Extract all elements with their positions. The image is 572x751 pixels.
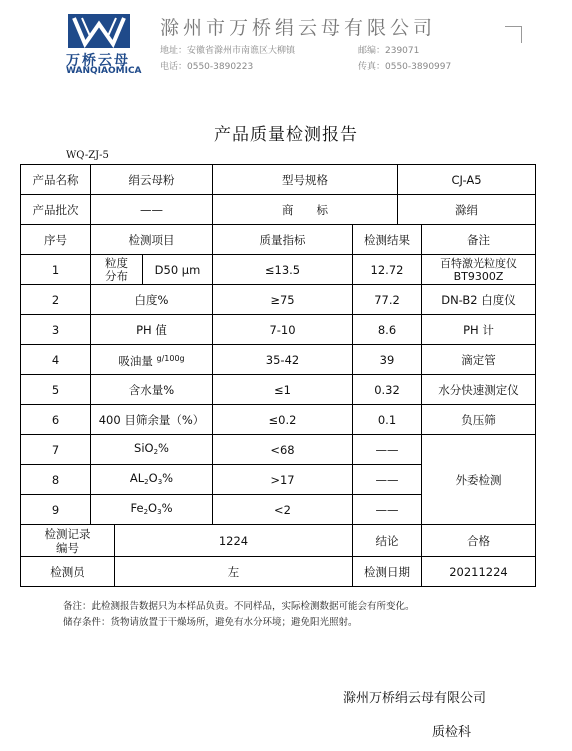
cell-result: —— <box>353 435 422 465</box>
company-fax: 传真：0550-3890997 <box>358 62 452 72</box>
col-header-spec: 质量指标 <box>213 225 353 255</box>
label-conclusion: 结论 <box>353 525 422 557</box>
cell-no: 5 <box>21 375 91 405</box>
cell-result: 39 <box>353 345 422 375</box>
label-batch: 产品批次 <box>21 195 91 225</box>
cell-no: 4 <box>21 345 91 375</box>
table-row <box>21 255 536 285</box>
cell-spec: <68 <box>213 435 353 465</box>
table-row <box>21 315 536 345</box>
formula-part: O <box>148 470 158 485</box>
cell-no: 2 <box>21 285 91 315</box>
cell-no: 7 <box>21 435 91 465</box>
cell-no: 9 <box>21 495 91 525</box>
formula-subscript: 2 <box>153 447 159 456</box>
cell-item-text: 吸油量 <box>118 353 153 368</box>
formula-subscript: 2 <box>144 477 149 486</box>
value-model: CJ-A5 <box>398 165 536 195</box>
cell-spec: <2 <box>213 495 353 525</box>
col-header-item: 检测项目 <box>91 225 213 255</box>
table-row <box>21 165 536 195</box>
cell-item-sub: D50 μm <box>143 255 213 285</box>
formula-subscript: 3 <box>157 507 162 516</box>
cell-remark-merged: 外委检测 <box>422 435 536 525</box>
cell-result: 77.2 <box>353 285 422 315</box>
company-postcode: 邮编：239071 <box>358 46 420 56</box>
cell-item-label-text: 粒度分布 <box>105 255 128 283</box>
cell-no: 8 <box>21 465 91 495</box>
table-row <box>21 435 536 465</box>
cell-item: 含水量% <box>91 375 213 405</box>
signature-dept: 质检科 <box>432 725 472 740</box>
formula-part: Fe <box>130 500 144 515</box>
value-date: 20211224 <box>422 557 536 587</box>
table-row <box>21 375 536 405</box>
cell-result: —— <box>353 495 422 525</box>
cell-spec: 7-10 <box>213 315 353 345</box>
cell-spec: >17 <box>213 465 353 495</box>
formula-subscript: 3 <box>157 477 163 486</box>
cell-item: 400 目筛余量（%） <box>91 405 213 435</box>
corner-mark <box>505 26 522 43</box>
cell-spec: ≥75 <box>213 285 353 315</box>
value-brand: 滁绢 <box>398 195 536 225</box>
cell-item: PH 值 <box>91 315 213 345</box>
cell-item <box>91 435 213 465</box>
cell-item <box>91 465 213 495</box>
cell-result: 0.1 <box>353 405 422 435</box>
col-header-no: 序号 <box>21 225 91 255</box>
cell-item: 白度% <box>91 285 213 315</box>
label-inspector: 检测员 <box>21 557 115 587</box>
cell-result: —— <box>353 465 422 495</box>
cell-spec: ≤1 <box>213 375 353 405</box>
company-address: 地址：安徽省滁州市南谯区大柳镇 <box>160 46 296 56</box>
col-header-result: 检测结果 <box>353 225 422 255</box>
cell-item-label <box>91 255 143 285</box>
table-header-row <box>21 225 536 255</box>
logo-text-en: WANQIAOMICA <box>66 66 142 76</box>
company-phone: 电话：0550-3890223 <box>160 62 254 72</box>
report-title: 产品质量检测报告 <box>214 125 358 145</box>
cell-remark: 百特激光粒度仪 BT9300Z <box>422 255 536 285</box>
logo-text-cn: 万桥云母 <box>66 53 130 69</box>
label-name: 产品名称 <box>21 165 91 195</box>
label-record-text: 检测记录编号 <box>44 526 91 555</box>
note-remark: 备注：此检测报告数据只为本样品负责。不同样品，实际检测数据可能会有所变化。 <box>63 601 415 612</box>
formula-part: SiO <box>134 440 154 455</box>
formula-part: % <box>162 470 174 485</box>
table-row <box>21 285 536 315</box>
table-row <box>21 195 536 225</box>
cell-no: 3 <box>21 315 91 345</box>
value-name: 绢云母粉 <box>91 165 213 195</box>
cell-spec: ≤0.2 <box>213 405 353 435</box>
formula-part: O <box>148 500 158 515</box>
cell-remark: 水分快速测定仪 <box>422 375 536 405</box>
cell-result: 0.32 <box>353 375 422 405</box>
report-table <box>20 164 536 587</box>
value-record: 1224 <box>115 525 353 557</box>
report-code: WQ-ZJ-5 <box>66 150 109 161</box>
cell-remark: 滴定管 <box>422 345 536 375</box>
label-brand: 商 标 <box>213 195 398 225</box>
col-header-remark: 备注 <box>422 225 536 255</box>
formula-part: AL <box>129 470 145 485</box>
label-model: 型号规格 <box>213 165 398 195</box>
cell-remark: PH 计 <box>422 315 536 345</box>
value-conclusion: 合格 <box>422 525 536 557</box>
cell-no: 6 <box>21 405 91 435</box>
label-record <box>21 525 115 557</box>
table-row <box>21 345 536 375</box>
cell-spec: ≤13.5 <box>213 255 353 285</box>
cell-item <box>91 495 213 525</box>
cell-result: 8.6 <box>353 315 422 345</box>
cell-remark: DN-B2 白度仪 <box>422 285 536 315</box>
table-row <box>21 525 536 557</box>
formula-subscript: 2 <box>143 507 149 516</box>
cell-spec: 35-42 <box>213 345 353 375</box>
label-date: 检测日期 <box>353 557 422 587</box>
table-row <box>21 557 536 587</box>
formula-part: % <box>158 440 169 455</box>
signature-company: 滁州万桥绢云母有限公司 <box>343 691 487 706</box>
company-name: 滁州市万桥绢云母有限公司 <box>160 17 437 39</box>
cell-no: 1 <box>21 255 91 285</box>
cell-result: 12.72 <box>353 255 422 285</box>
formula-part: % <box>161 500 173 515</box>
note-storage: 储存条件：货物请放置于干燥场所，避免有水分环境；避免阳光照射。 <box>63 617 358 628</box>
cell-item-unit: g/100g <box>156 353 185 363</box>
value-batch: —— <box>91 195 213 225</box>
value-inspector: 左 <box>115 557 353 587</box>
cell-remark: 负压筛 <box>422 405 536 435</box>
table-row <box>21 405 536 435</box>
cell-item <box>91 345 213 375</box>
